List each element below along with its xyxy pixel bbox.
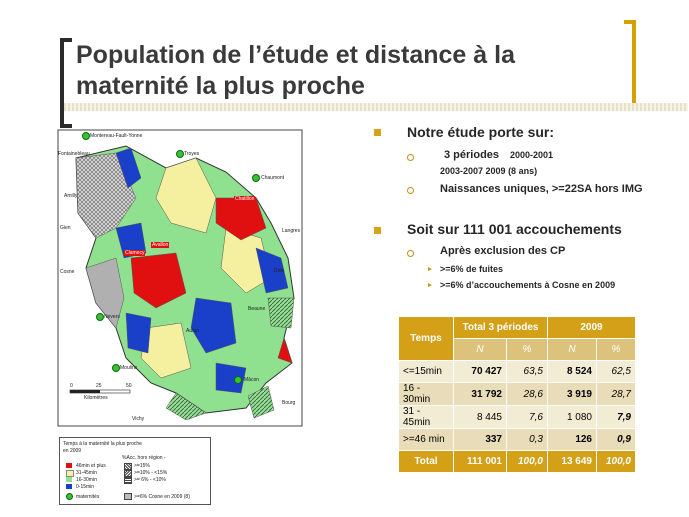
zone-blue-south-west <box>126 313 151 353</box>
map-label-moulins: Moulins <box>120 365 138 371</box>
total-label: Total <box>399 451 454 473</box>
maternity-marker-icon <box>82 132 90 140</box>
legend-pattern-6-10 <box>124 477 132 484</box>
map-label-fontainebleau: Fontainebleau <box>58 151 90 157</box>
bullet-circle-icon <box>407 187 414 194</box>
map-label-clamecy: Clamecy <box>125 250 145 256</box>
legend-item-maternites: maternités <box>76 494 100 500</box>
cell-n-2009: 8 524 <box>548 361 597 383</box>
row-label: >=46 min <box>399 429 454 451</box>
subheader-n: N <box>454 339 507 361</box>
bullet-triangle-icon <box>428 267 432 271</box>
map-label-montereau: Montereau-Fault-Yonne <box>90 133 143 139</box>
cell-pct-total: 63,5 <box>507 361 548 383</box>
map-label-langres: Langres <box>282 228 301 234</box>
legend-column-heading: %Acc. hors région - <box>122 455 166 461</box>
bullet-square-icon <box>374 227 381 234</box>
bullet-triangle-icon <box>428 283 432 287</box>
scale-unit-label: Kilomètres <box>84 395 108 401</box>
table-row <box>399 406 636 429</box>
table-header-row <box>399 317 636 339</box>
total-pct-2009: 100,0 <box>597 451 636 473</box>
subheader-pct: % <box>597 339 636 361</box>
cell-n-total: 337 <box>454 429 507 451</box>
cell-n-2009: 126 <box>548 429 597 451</box>
cell-n-2009: 1 080 <box>548 406 597 429</box>
legend-pattern-15 <box>124 463 132 470</box>
bullet-circle-icon <box>407 250 414 257</box>
map-label-avallon: Avallon <box>152 242 169 248</box>
map-label-dole: Dole <box>274 268 285 274</box>
cell-pct-2009: 28,7 <box>597 383 636 406</box>
legend-range-cosne: >=6% Cosne en 2009 (8) <box>134 494 190 500</box>
legend-swatch-yellow <box>66 470 74 477</box>
legend-range-15: >=15% <box>134 463 150 469</box>
bullet-1-sub-2: Naissances uniques, >=22SA hors IMG <box>440 183 643 195</box>
map-label-macon: Mâcon <box>244 377 260 383</box>
cell-pct-total: 0,3 <box>507 429 548 451</box>
subheader-pct: % <box>507 339 548 361</box>
scale-label-0: 0 <box>70 383 73 389</box>
legend-item-46min: 46min et plus <box>76 463 106 469</box>
maternity-marker-icon <box>96 313 104 321</box>
right-bracket-decoration <box>624 20 636 108</box>
scale-label-25: 25 <box>96 383 102 389</box>
legend-item-16-30min: 16-30min <box>76 477 97 483</box>
table-row <box>399 361 636 383</box>
title-underline-decoration <box>64 103 688 111</box>
row-label: <=15min <box>399 361 454 383</box>
subheader-n: N <box>548 339 597 361</box>
map-label-autun: Autun <box>186 328 200 334</box>
bullet-2-sub-1: Après exclusion des CP <box>440 245 566 257</box>
cell-n-total: 70 427 <box>454 361 507 383</box>
bullet-circle-icon <box>407 154 414 161</box>
distance-table <box>398 316 636 473</box>
legend-title: Temps à la maternité la plus proche <box>63 441 142 447</box>
row-label: 31 - 45min <box>399 406 454 429</box>
scale-bar-fill <box>70 390 100 393</box>
cell-pct-total: 7,6 <box>507 406 548 429</box>
map-label-troyes: Troyes <box>184 151 200 157</box>
bullet-square-icon <box>374 129 381 136</box>
cell-n-2009: 3 919 <box>548 383 597 406</box>
map-label-chatillon: Chatillon <box>235 196 255 202</box>
cell-pct-total: 28,6 <box>507 383 548 406</box>
map-svg <box>56 128 304 428</box>
cell-pct-2009: 0,9 <box>597 429 636 451</box>
total-n-2009: 13 649 <box>548 451 597 473</box>
region-map <box>56 128 304 428</box>
legend-maternity-icon <box>66 493 73 500</box>
map-legend <box>59 437 211 505</box>
total-pct: 100,0 <box>507 451 548 473</box>
maternity-marker-icon <box>112 364 120 372</box>
legend-range-6-10: >= 6% - <10% <box>134 477 166 483</box>
map-label-amilly: Amilly <box>64 193 78 199</box>
map-label-beaune: Beaune <box>248 306 266 312</box>
bullet-1-sub-1-years: 2000-2001 <box>510 150 554 160</box>
map-label-gien: Gien <box>60 225 71 231</box>
legend-item-0-15min: 0-15min <box>76 484 95 490</box>
map-label-bourg: Bourg <box>282 400 296 406</box>
bullet-2-sub-1-b: >=6% d’accouchements à Cosne en 2009 <box>440 280 616 290</box>
legend-pattern-10-15 <box>124 470 132 477</box>
bullet-1-sub-1-years-2: 2003-2007 2009 (8 ans) <box>440 166 538 176</box>
table-row <box>399 429 636 451</box>
scale-label-50: 50 <box>126 383 132 389</box>
legend-swatch-green <box>66 477 72 482</box>
map-label-nevers: Nevers <box>104 314 120 320</box>
legend-range-10-15: >=10% - <15% <box>134 470 168 476</box>
bullet-2: Soit sur 111 001 accouchements <box>407 221 622 237</box>
table-total-row <box>399 451 636 473</box>
legend-item-31-45min: 31-45min <box>76 470 97 476</box>
bullet-1-sub-1-main: 3 périodes <box>444 149 500 161</box>
legend-swatch-blue <box>66 484 72 489</box>
header-total-periods: Total 3 périodes <box>454 317 548 339</box>
legend-pattern-cosne <box>124 493 132 500</box>
map-label-chaumont: Chaumont <box>261 175 285 181</box>
total-n: 111 001 <box>454 451 507 473</box>
slide-title: Population de l’étude et distance à la maternité la plus proche <box>76 41 515 100</box>
cell-pct-2009: 62,5 <box>597 361 636 383</box>
header-2009: 2009 <box>548 317 636 339</box>
maternity-marker-icon <box>252 174 260 182</box>
header-temps: Temps <box>399 317 454 361</box>
bullet-2-sub-1-a: >=6% de fuites <box>440 264 504 274</box>
zone-hatched-east <box>268 298 294 328</box>
map-label-cosne: Cosne <box>60 269 75 275</box>
bullet-1: Notre étude porte sur: <box>407 124 555 140</box>
left-bracket-decoration <box>60 38 72 128</box>
map-label-vichy: Vichy <box>132 416 145 422</box>
maternity-marker-icon <box>176 150 184 158</box>
legend-swatch-red <box>66 463 72 468</box>
legend-subtitle: en 2009 <box>63 448 82 454</box>
cell-pct-2009: 7,9 <box>597 406 636 429</box>
cell-n-total: 8 445 <box>454 406 507 429</box>
table-row <box>399 383 636 406</box>
maternity-marker-icon <box>234 376 242 384</box>
cell-n-total: 31 792 <box>454 383 507 406</box>
row-label: 16 - 30min <box>399 383 454 406</box>
